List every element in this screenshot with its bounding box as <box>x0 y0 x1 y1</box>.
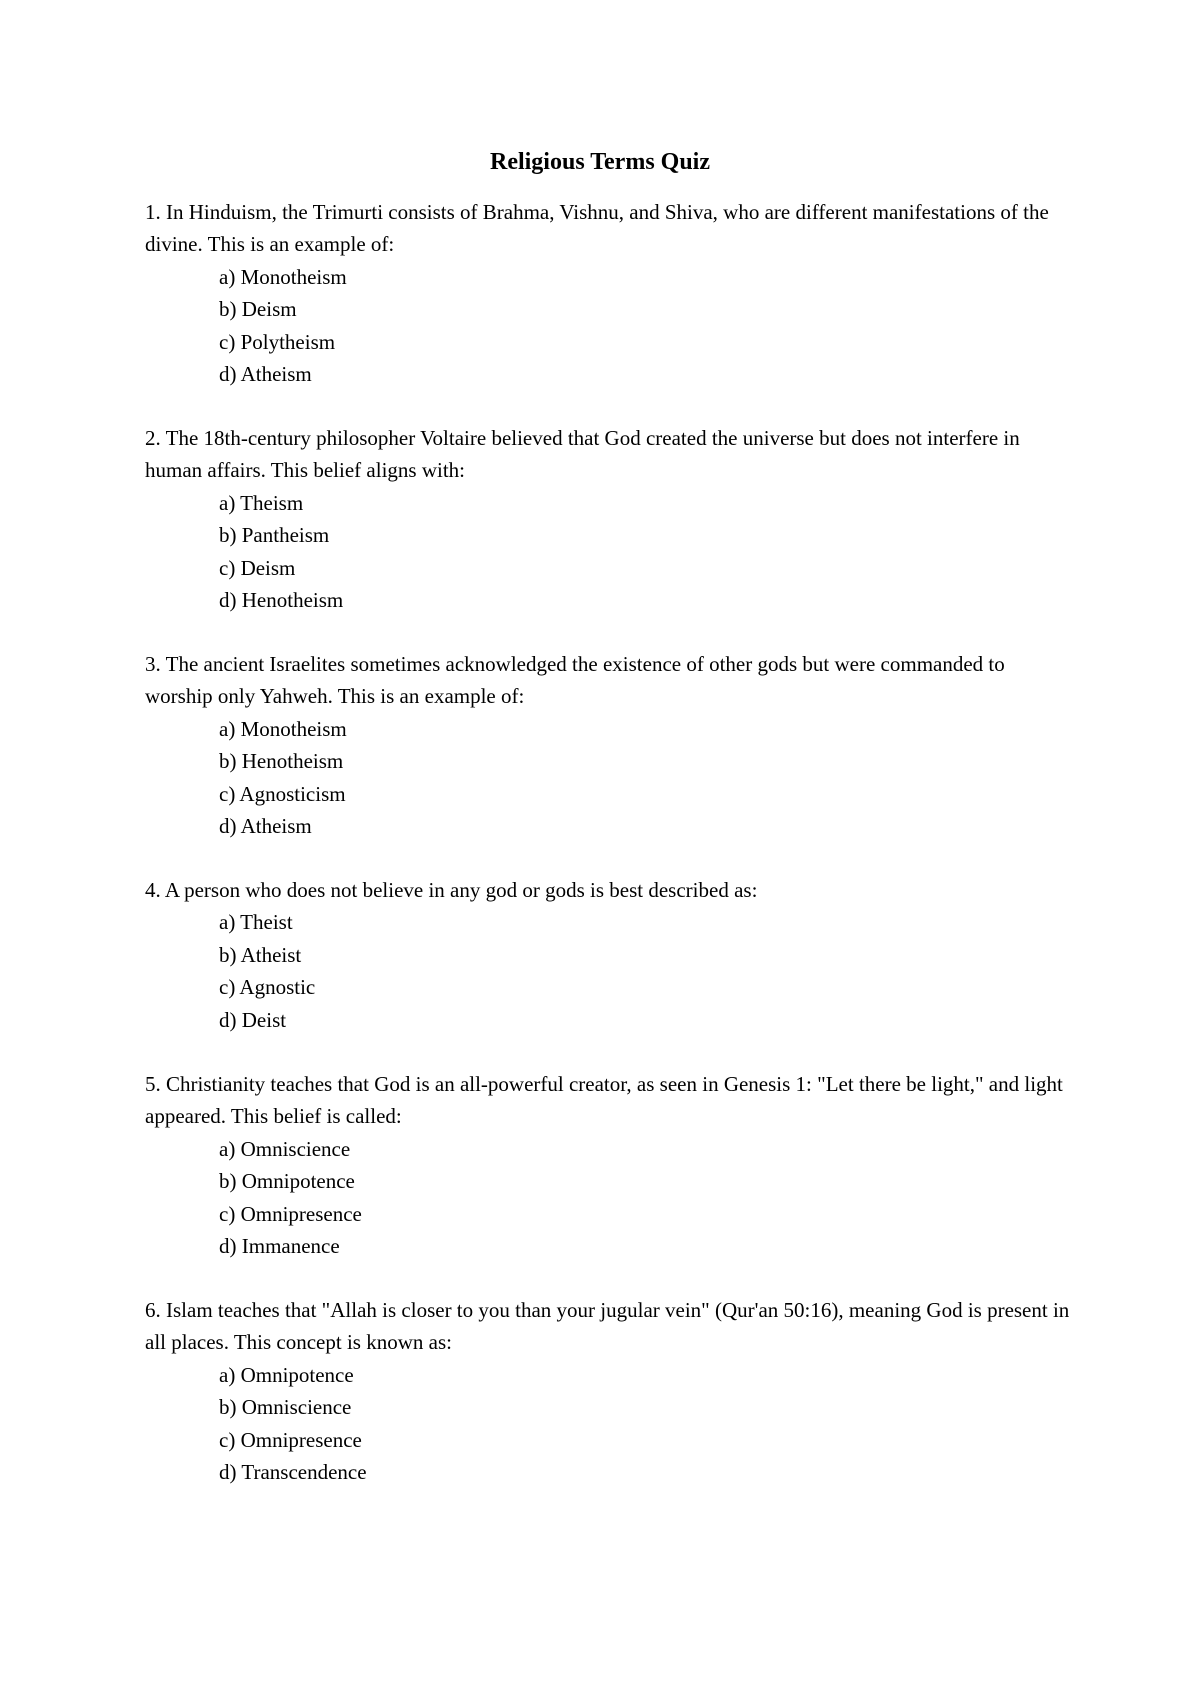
question-text: 3. The ancient Israelites sometimes acknowledged the existence of other gods but were commanded to worship only Yahweh. This is an example of: <box>145 652 1005 709</box>
option-c: c) Agnosticism <box>219 781 346 806</box>
option-d: d) Henotheism <box>219 588 344 613</box>
option-b: b) Deism <box>219 297 297 322</box>
question-text: 4. A person who does not believe in any god or gods is best described as: <box>145 878 758 902</box>
question-text: 6. Islam teaches that "Allah is closer to you than your jugular vein" (Qur'an 50:16), meaning God is present in all places. This concept is known as: <box>145 1298 1070 1355</box>
option-d: d) Immanence <box>219 1234 340 1259</box>
answer-options <box>145 261 1075 391</box>
option-c: c) Agnostic <box>219 975 316 1000</box>
option-a: a) Monotheism <box>219 716 347 741</box>
answer-options <box>145 1133 1075 1263</box>
option-a: a) Theism <box>219 490 304 515</box>
option-b: b) Henotheism <box>219 749 344 774</box>
answer-options <box>145 906 1075 1036</box>
option-a: a) Omnipotence <box>219 1362 354 1387</box>
answer-options <box>145 487 1075 617</box>
option-d: d) Deist <box>219 1007 287 1032</box>
option-a: a) Theist <box>219 910 293 935</box>
question-4 <box>145 874 1075 1036</box>
option-b: b) Pantheism <box>219 523 330 548</box>
page-title: Religious Terms Quiz <box>489 149 711 175</box>
option-b: b) Omnipotence <box>219 1169 355 1194</box>
option-c: c) Omnipresence <box>219 1427 362 1452</box>
option-c: c) Deism <box>219 555 296 580</box>
question-6 <box>145 1294 1075 1488</box>
option-a: a) Monotheism <box>219 264 347 289</box>
answer-options <box>145 1359 1075 1489</box>
option-d: d) Atheism <box>219 814 312 839</box>
option-b: b) Atheist <box>219 942 302 967</box>
option-a: a) Omniscience <box>219 1136 351 1161</box>
question-text: 5. Christianity teaches that God is an all-powerful creator, as seen in Genesis 1: "Let there be light," and light appeared. This belief is called: <box>145 1072 1063 1129</box>
option-b: b) Omniscience <box>219 1395 352 1420</box>
answer-options <box>145 713 1075 843</box>
question-text: 2. The 18th-century philosopher Voltaire believed that God created the universe but does not interfere in human affairs. This belief aligns with: <box>145 426 1020 483</box>
option-d: d) Transcendence <box>219 1460 367 1485</box>
question-5 <box>145 1068 1075 1262</box>
option-d: d) Atheism <box>219 362 312 387</box>
question-1 <box>145 196 1075 390</box>
option-c: c) Polytheism <box>219 329 336 354</box>
option-c: c) Omnipresence <box>219 1201 362 1226</box>
question-3 <box>145 648 1075 842</box>
question-text: 1. In Hinduism, the Trimurti consists of Brahma, Vishnu, and Shiva, who are different manifestations of the divine. This is an example of: <box>145 200 1049 257</box>
question-2 <box>145 422 1075 616</box>
